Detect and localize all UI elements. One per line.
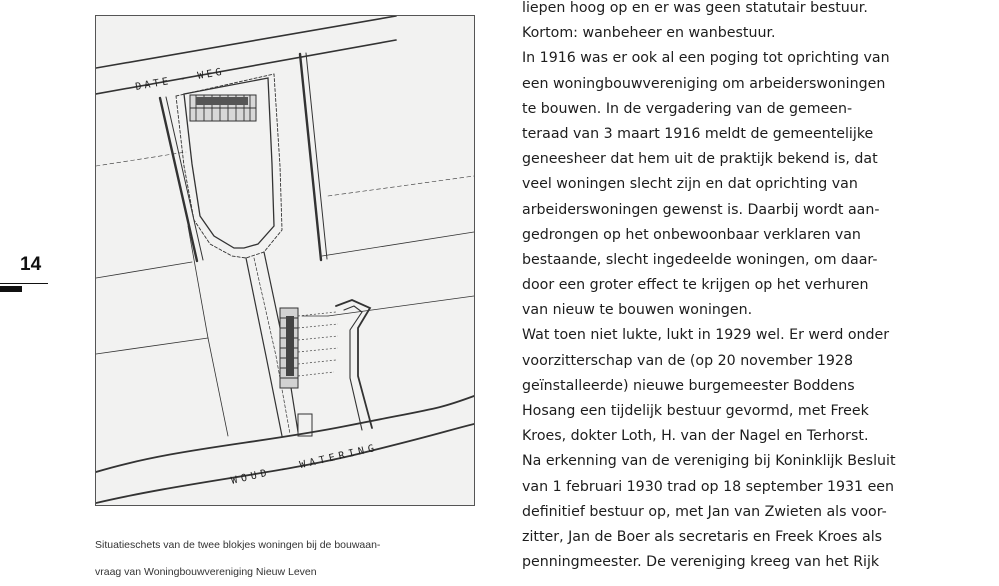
article-body (522, 0, 997, 575)
body-line: liepen hoog op en er was geen statutair bestuur. (522, 0, 868, 16)
page-number-rule (0, 283, 48, 284)
body-line: door een groter effect te krijgen op het verhuren (522, 277, 869, 294)
body-line: teraad van 3 maart 1916 meldt de gemeentelijke (522, 125, 874, 142)
body-line: zitter, Jan de Boer als secretaris en Freek Kroes als (522, 528, 883, 545)
body-line: Wat toen niet lukte, lukt in 1929 wel. Er werd onder (522, 327, 890, 344)
body-line: arbeiderswoningen gewenst is. Daarbij wordt aan- (522, 201, 880, 218)
body-line: Kroes, dokter Loth, H. van der Nagel en Terhorst. (522, 428, 869, 445)
body-line: Na erkenning van de vereniging bij Koninklijk Besluit (522, 453, 896, 470)
body-line: veel woningen slecht zijn en dat oprichting van (522, 176, 858, 193)
body-line: bestaande, slecht ingedeelde woningen, om daar- (522, 251, 878, 268)
body-line: van nieuw te bouwen woningen. (522, 302, 753, 319)
canal-label: WOUD - WATERING (230, 442, 380, 487)
page-number-marker (0, 286, 22, 292)
figure-caption (95, 532, 475, 586)
body-line: te bouwen. In de vergadering van de gemeen- (522, 100, 853, 117)
body-line: gedrongen op het onbewoonbaar verklaren van (522, 226, 861, 243)
road-label: DATE - WEG (134, 66, 226, 93)
body-line: geïnstalleerde) nieuwe burgemeester Boddens (522, 377, 855, 394)
road-edge-upper (96, 16, 396, 68)
body-line: geneesheer dat hem uit de praktijk bekend is, dat (522, 151, 878, 168)
body-line: definitief bestuur op, met Jan van Zwieten als voor- (522, 503, 887, 520)
body-line: Hosang een tijdelijk bestuur gevormd, met Freek (522, 403, 869, 419)
body-line: voorzitterschap van de (op 20 november 1928 (522, 352, 853, 369)
body-line: Kortom: wanbeheer en wanbestuur. (522, 25, 776, 42)
caption-line: vraag van Woningbouwvereniging Nieuw Leven (95, 566, 317, 578)
page-number: 14 (20, 254, 42, 275)
body-line: van 1 februari 1930 trad op 18 september 1931 een (522, 478, 895, 495)
lower-housing-block (280, 308, 338, 388)
body-line: penningmeester. De vereniging kreeg van het Rijk (522, 554, 880, 571)
site-sketch-figure (95, 15, 475, 506)
body-line: In 1916 was er ook al een poging tot oprichting van (522, 50, 890, 67)
upper-housing-block (190, 95, 256, 121)
body-line: een woningbouwvereniging om arbeiderswoningen (522, 75, 886, 92)
caption-line: Situatieschets van de twee blokjes woningen bij de bouwaan- (95, 539, 381, 551)
